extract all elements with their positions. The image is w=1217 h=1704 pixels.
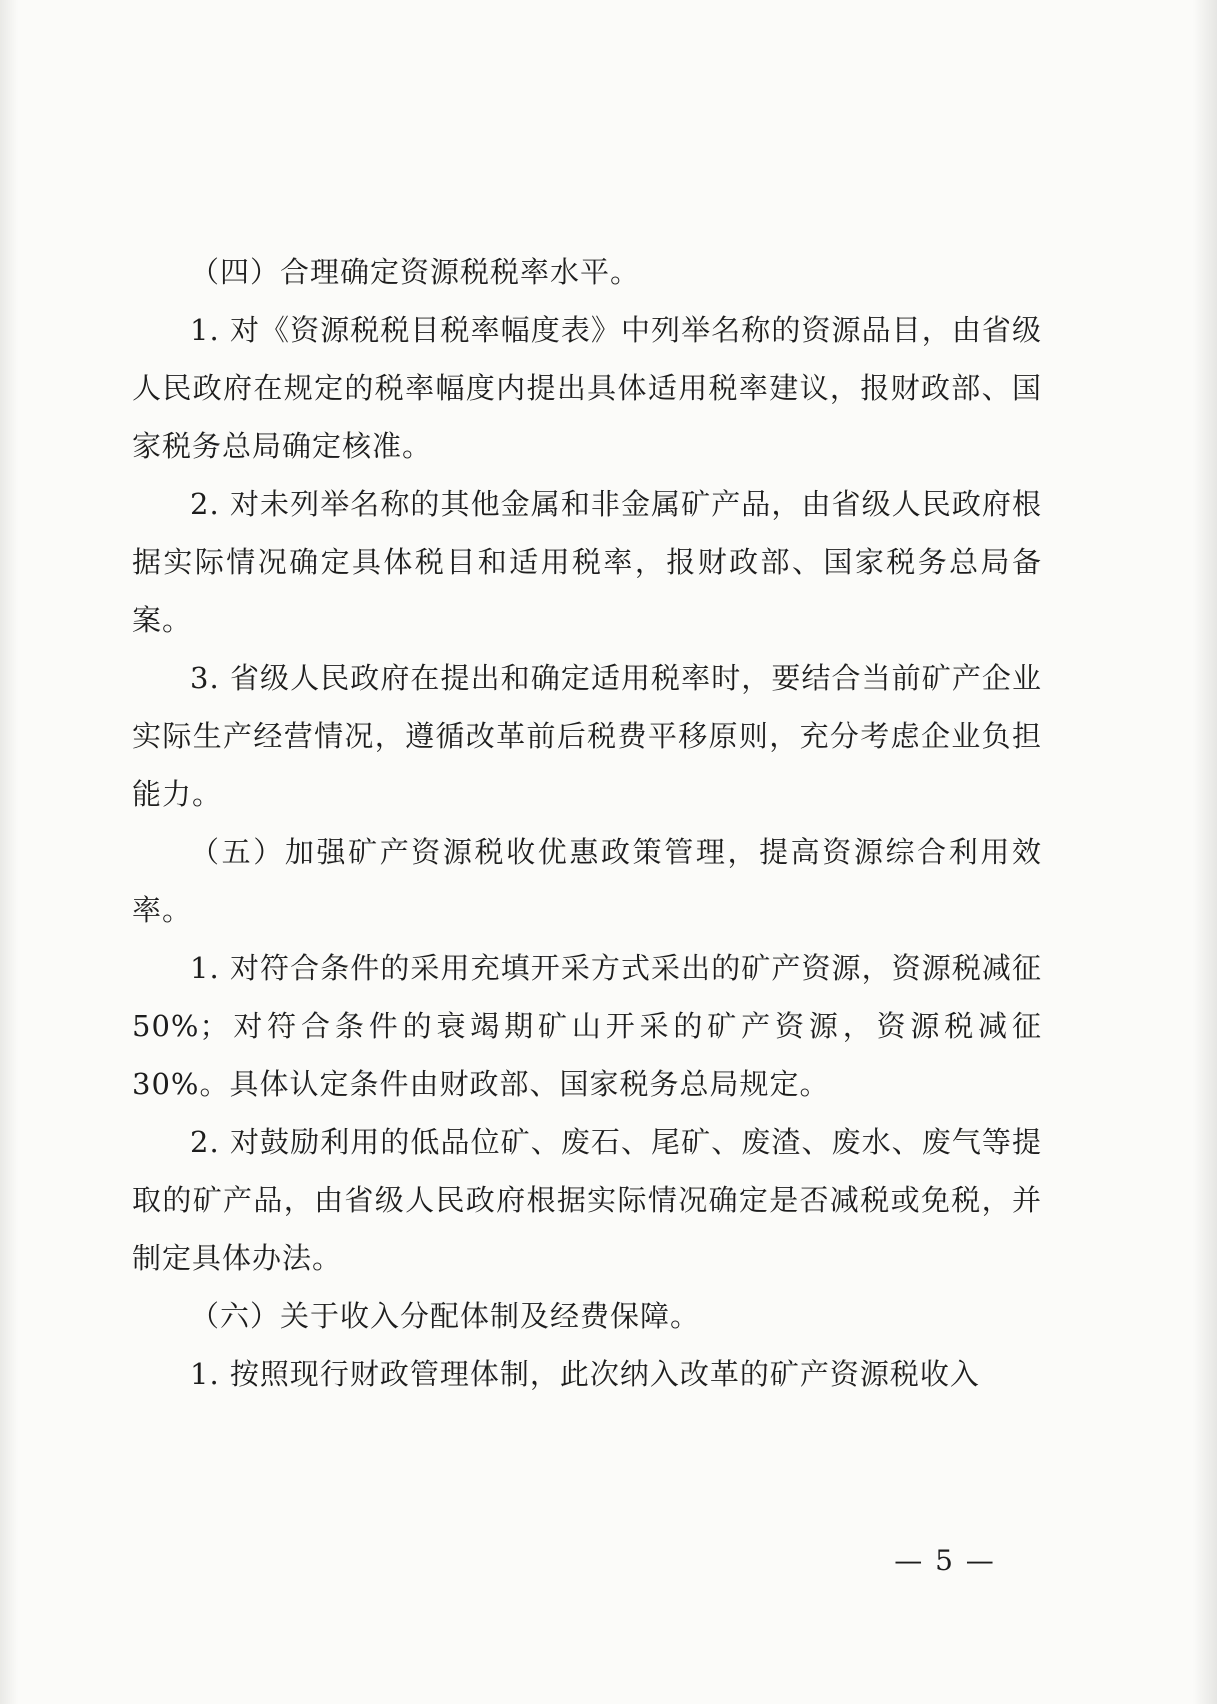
paragraph: 1. 对《资源税税目税率幅度表》中列举名称的资源品目，由省级人民政府在规定的税率幅度内提出具体适用税率建议，报财政部、国家税务总局确定核准。: [132, 313, 1042, 463]
section-heading-5: （五）加强矿产资源税收优惠政策管理，提高资源综合利用效率。: [132, 835, 1042, 927]
scan-edge-left: [0, 0, 18, 1704]
page-number: — 5 —: [894, 1544, 996, 1577]
paragraph: 1. 按照现行财政管理体制，此次纳入改革的矿产资源税收入: [190, 1357, 980, 1391]
paragraph: 1. 对符合条件的采用充填开采方式采出的矿产资源，资源税减征50%；对符合条件的衰竭期矿山开采的矿产资源，资源税减征30%。具体认定条件由财政部、国家税务总局规定。: [132, 951, 1042, 1101]
document-body: [132, 243, 1042, 1403]
section-heading-6: （六）关于收入分配体制及经费保障。: [190, 1299, 701, 1333]
section-heading-4: （四）合理确定资源税税率水平。: [190, 255, 641, 289]
paragraph: 2. 对未列举名称的其他金属和非金属矿产品，由省级人民政府根据实际情况确定具体税目和适用税率，报财政部、国家税务总局备案。: [132, 487, 1042, 637]
paragraph: 2. 对鼓励利用的低品位矿、废石、尾矿、废渣、废水、废气等提取的矿产品，由省级人民政府根据实际情况确定是否减税或免税，并制定具体办法。: [132, 1125, 1042, 1275]
paragraph: 3. 省级人民政府在提出和确定适用税率时，要结合当前矿产企业实际生产经营情况，遵循改革前后税费平移原则，充分考虑企业负担能力。: [132, 661, 1042, 811]
scan-edge-right: [1193, 0, 1217, 1704]
